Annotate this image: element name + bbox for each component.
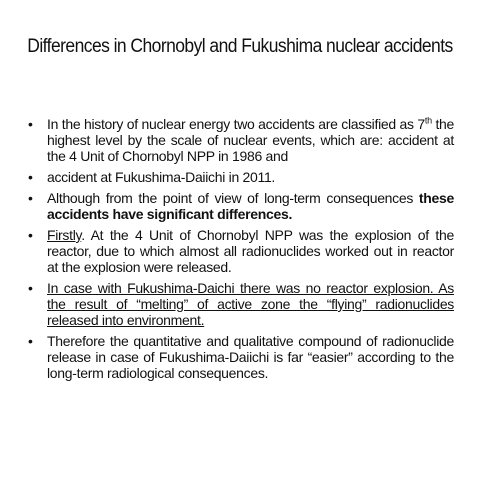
bullet-list: [28, 116, 454, 386]
bullet-3-text-before: Although from the point of view of long-term consequences: [47, 190, 419, 206]
bullet-5-underlined-text: In case with Fukushima-Daichi there was no reactor explosion. As the result of “melting” of active zone the “flying” radionuclides released into environment.: [47, 280, 454, 328]
bullet-item-5: [28, 280, 454, 328]
bullet-4-underlined-text: Firstly: [47, 227, 82, 243]
bullet-item-4: [28, 227, 454, 275]
bullet-dot: •: [28, 280, 33, 296]
bullet-4-text-after: . At the 4 Unit of Chornobyl NPP was the explosion of the reactor, due to which almost all radionuclides worked out in reactor at the explosion were released.: [47, 227, 454, 275]
bullet-3-bold-text: these accidents have significant differences.: [47, 190, 454, 222]
bullet-2-text: accident at Fukushima-Daiichi in 2011.: [47, 169, 276, 185]
bullet-dot: •: [28, 227, 33, 243]
bullet-6-text: Therefore the quantitative and qualitative compound of radionuclide release in case of Fukushima-Daiichi is far “easier” according to the long-term radiological consequences.: [47, 333, 454, 381]
bullet-item-3: [28, 190, 454, 222]
bullet-1-text-before: In the history of nuclear energy two accidents are classified as 7: [47, 116, 425, 132]
bullet-item-2: [28, 169, 454, 185]
bullet-dot: •: [28, 190, 33, 206]
bullet-item-6: [28, 333, 454, 381]
bullet-item-1: [28, 116, 454, 164]
bullet-1-superscript: th: [424, 115, 432, 126]
bullet-dot: •: [28, 333, 33, 349]
bullet-1-text-after: the highest level by the scale of nuclear events, which are: accident at the 4 Unit of Chornobyl NPP in 1986 and: [47, 116, 455, 164]
bullet-dot: •: [28, 169, 33, 185]
bullet-dot: •: [28, 116, 33, 132]
slide-title: Differences in Chornobyl and Fukushima nuclear accidents: [27, 36, 453, 57]
